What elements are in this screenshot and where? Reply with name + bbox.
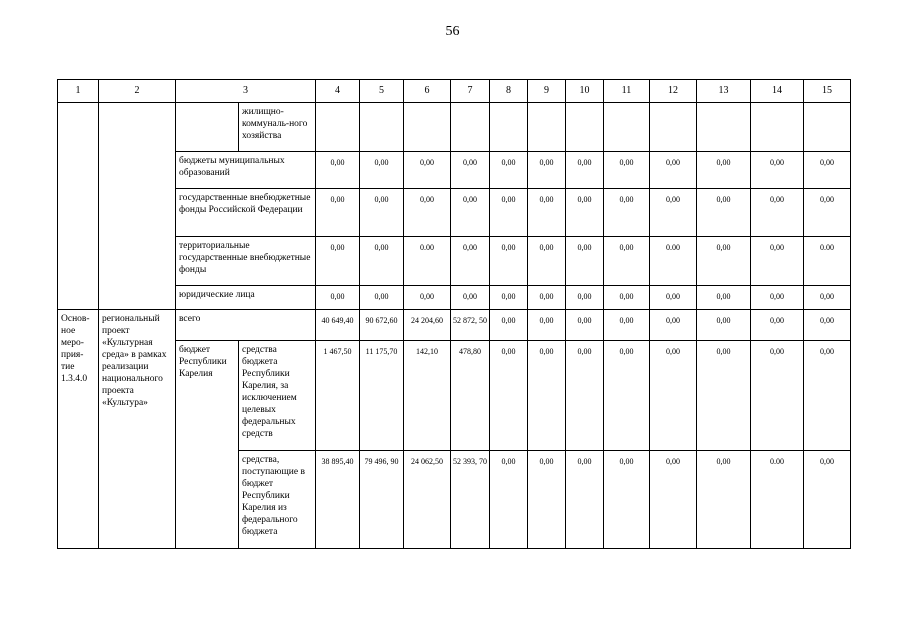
value-cell: 90 672,60 bbox=[360, 310, 404, 341]
value-cell: 0,00 bbox=[404, 152, 451, 189]
value-cell: 0,00 bbox=[566, 189, 604, 237]
value-cell bbox=[316, 103, 360, 152]
value-cell: 0,00 bbox=[316, 237, 360, 286]
table-row bbox=[58, 341, 851, 451]
value-cell: 52 393, 70 bbox=[451, 451, 490, 549]
header-cell: 8 bbox=[490, 80, 528, 103]
value-cell: 142,10 bbox=[404, 341, 451, 451]
budget-group-label: бюджет Республики Карелия bbox=[176, 341, 239, 549]
value-cell: 24 062,50 bbox=[404, 451, 451, 549]
row-label: бюджеты муниципальных образований bbox=[176, 152, 316, 189]
value-cell: 0,00 bbox=[490, 286, 528, 310]
value-cell: 0,00 bbox=[697, 237, 751, 286]
table-row bbox=[58, 152, 851, 189]
value-cell: 0,00 bbox=[751, 152, 804, 189]
header-row bbox=[58, 80, 851, 103]
header-cell: 13 bbox=[697, 80, 751, 103]
value-cell: 0,00 bbox=[697, 189, 751, 237]
value-cell bbox=[804, 103, 851, 152]
value-cell: 0,00 bbox=[751, 286, 804, 310]
value-cell: 0,00 bbox=[697, 341, 751, 451]
row-label: государственные внебюджетные фонды Российской Федерации bbox=[176, 189, 316, 237]
header-cell: 7 bbox=[451, 80, 490, 103]
table-row bbox=[58, 237, 851, 286]
value-cell: 0,00 bbox=[360, 152, 404, 189]
header-cell: 14 bbox=[751, 80, 804, 103]
value-cell: 0,00 bbox=[604, 237, 650, 286]
value-cell: 0,00 bbox=[360, 189, 404, 237]
cell-empty bbox=[99, 103, 176, 310]
value-cell: 0,00 bbox=[697, 310, 751, 341]
cell-empty bbox=[58, 103, 99, 310]
value-cell: 0,00 bbox=[360, 237, 404, 286]
value-cell: 0,00 bbox=[490, 451, 528, 549]
value-cell: 79 496, 90 bbox=[360, 451, 404, 549]
value-cell: 0,00 bbox=[804, 152, 851, 189]
row-sublabel: жилищно-коммуналь-ного хозяйства bbox=[239, 103, 316, 152]
value-cell: 0,00 bbox=[697, 152, 751, 189]
value-cell: 0,00 bbox=[804, 451, 851, 549]
value-cell: 0,00 bbox=[751, 237, 804, 286]
header-cell: 3 bbox=[176, 80, 316, 103]
value-cell: 0,00 bbox=[604, 341, 650, 451]
value-cell: 0,00 bbox=[697, 451, 751, 549]
value-cell: 0,00 bbox=[490, 152, 528, 189]
value-cell: 0,00 bbox=[804, 310, 851, 341]
header-cell: 6 bbox=[404, 80, 451, 103]
value-cell: 0,00 bbox=[650, 286, 697, 310]
value-cell: 1 467,50 bbox=[316, 341, 360, 451]
value-cell: 0,00 bbox=[566, 286, 604, 310]
value-cell: 0,00 bbox=[528, 237, 566, 286]
value-cell: 0,00 bbox=[650, 310, 697, 341]
value-cell bbox=[360, 103, 404, 152]
value-cell: 0,00 bbox=[804, 341, 851, 451]
value-cell: 0,00 bbox=[697, 286, 751, 310]
value-cell: 0,00 bbox=[490, 189, 528, 237]
value-cell: 0,00 bbox=[528, 341, 566, 451]
value-cell: 0,00 bbox=[566, 451, 604, 549]
value-cell bbox=[404, 103, 451, 152]
value-cell: 0,00 bbox=[451, 189, 490, 237]
value-cell: 0,00 bbox=[528, 310, 566, 341]
row-sublabel: средства, поступающие в бюджет Республики Карелия из федерального бюджета bbox=[239, 451, 316, 549]
value-cell: 0,00 bbox=[404, 189, 451, 237]
value-cell: 0,00 bbox=[528, 189, 566, 237]
value-cell: 52 872, 50 bbox=[451, 310, 490, 341]
value-cell: 0,00 bbox=[604, 451, 650, 549]
project-name: региональный проект «Культурная среда» в рамках реализации национального проекта «Культура» bbox=[99, 310, 176, 549]
value-cell: 0,00 bbox=[490, 310, 528, 341]
header-cell: 5 bbox=[360, 80, 404, 103]
value-cell: 0,00 bbox=[528, 451, 566, 549]
value-cell: 0,00 bbox=[604, 310, 650, 341]
value-cell: 0,00 bbox=[751, 189, 804, 237]
value-cell: 0,00 bbox=[650, 341, 697, 451]
value-cell: 0,00 bbox=[451, 286, 490, 310]
value-cell: 0,00 bbox=[604, 286, 650, 310]
activity-id: Основ-ное меро-прия-тие 1.3.4.0 bbox=[58, 310, 99, 549]
page-number: 56 bbox=[445, 24, 460, 39]
value-cell: 0,00 bbox=[316, 286, 360, 310]
value-cell: 40 649,40 bbox=[316, 310, 360, 341]
value-cell: 0,00 bbox=[316, 189, 360, 237]
value-cell bbox=[528, 103, 566, 152]
header-cell: 4 bbox=[316, 80, 360, 103]
value-cell: 0,00 bbox=[451, 237, 490, 286]
value-cell: 0.00 bbox=[650, 237, 697, 286]
value-cell bbox=[604, 103, 650, 152]
table-row bbox=[58, 286, 851, 310]
table-row bbox=[58, 189, 851, 237]
value-cell: 0,00 bbox=[566, 310, 604, 341]
value-cell: 0,00 bbox=[528, 152, 566, 189]
value-cell: 11 175,70 bbox=[360, 341, 404, 451]
value-cell: 0,00 bbox=[804, 189, 851, 237]
value-cell: 0,00 bbox=[316, 152, 360, 189]
value-cell: 0,00 bbox=[566, 152, 604, 189]
value-cell: 0,00 bbox=[751, 341, 804, 451]
header-cell: 1 bbox=[58, 80, 99, 103]
value-cell: 0,00 bbox=[404, 286, 451, 310]
value-cell: 0,00 bbox=[490, 341, 528, 451]
value-cell: 0,00 bbox=[650, 152, 697, 189]
value-cell: 0,00 bbox=[604, 189, 650, 237]
value-cell: 0,00 bbox=[451, 152, 490, 189]
row-label: юридические лица bbox=[176, 286, 316, 310]
value-cell bbox=[751, 103, 804, 152]
header-cell: 9 bbox=[528, 80, 566, 103]
value-cell: 0,00 bbox=[650, 189, 697, 237]
value-cell: 0,00 bbox=[528, 286, 566, 310]
value-cell: 0,00 bbox=[566, 237, 604, 286]
table-row bbox=[58, 310, 851, 341]
value-cell: 0.00 bbox=[804, 237, 851, 286]
value-cell: 0,00 bbox=[751, 310, 804, 341]
row-sublabel: средства бюджета Республики Карелия, за исключением целевых федеральных средств bbox=[239, 341, 316, 451]
budget-table bbox=[57, 79, 851, 549]
value-cell bbox=[490, 103, 528, 152]
value-cell bbox=[650, 103, 697, 152]
value-cell bbox=[697, 103, 751, 152]
header-cell: 2 bbox=[99, 80, 176, 103]
value-cell: 0,00 bbox=[566, 341, 604, 451]
value-cell: 478,80 bbox=[451, 341, 490, 451]
value-cell: 38 895,40 bbox=[316, 451, 360, 549]
value-cell: 0,00 bbox=[490, 237, 528, 286]
table-row bbox=[58, 103, 851, 152]
header-cell: 10 bbox=[566, 80, 604, 103]
value-cell: 0,00 bbox=[804, 286, 851, 310]
value-cell bbox=[566, 103, 604, 152]
value-cell bbox=[451, 103, 490, 152]
value-cell: 0,00 bbox=[360, 286, 404, 310]
value-cell: 0,00 bbox=[650, 451, 697, 549]
header-cell: 11 bbox=[604, 80, 650, 103]
header-cell: 12 bbox=[650, 80, 697, 103]
value-cell: 0.00 bbox=[751, 451, 804, 549]
value-cell: 0.00 bbox=[404, 237, 451, 286]
row-label: всего bbox=[176, 310, 316, 341]
value-cell: 24 204,60 bbox=[404, 310, 451, 341]
header-cell: 15 bbox=[804, 80, 851, 103]
value-cell: 0,00 bbox=[604, 152, 650, 189]
cell-empty bbox=[176, 103, 239, 152]
row-label: территориальные государственные внебюджетные фонды bbox=[176, 237, 316, 286]
